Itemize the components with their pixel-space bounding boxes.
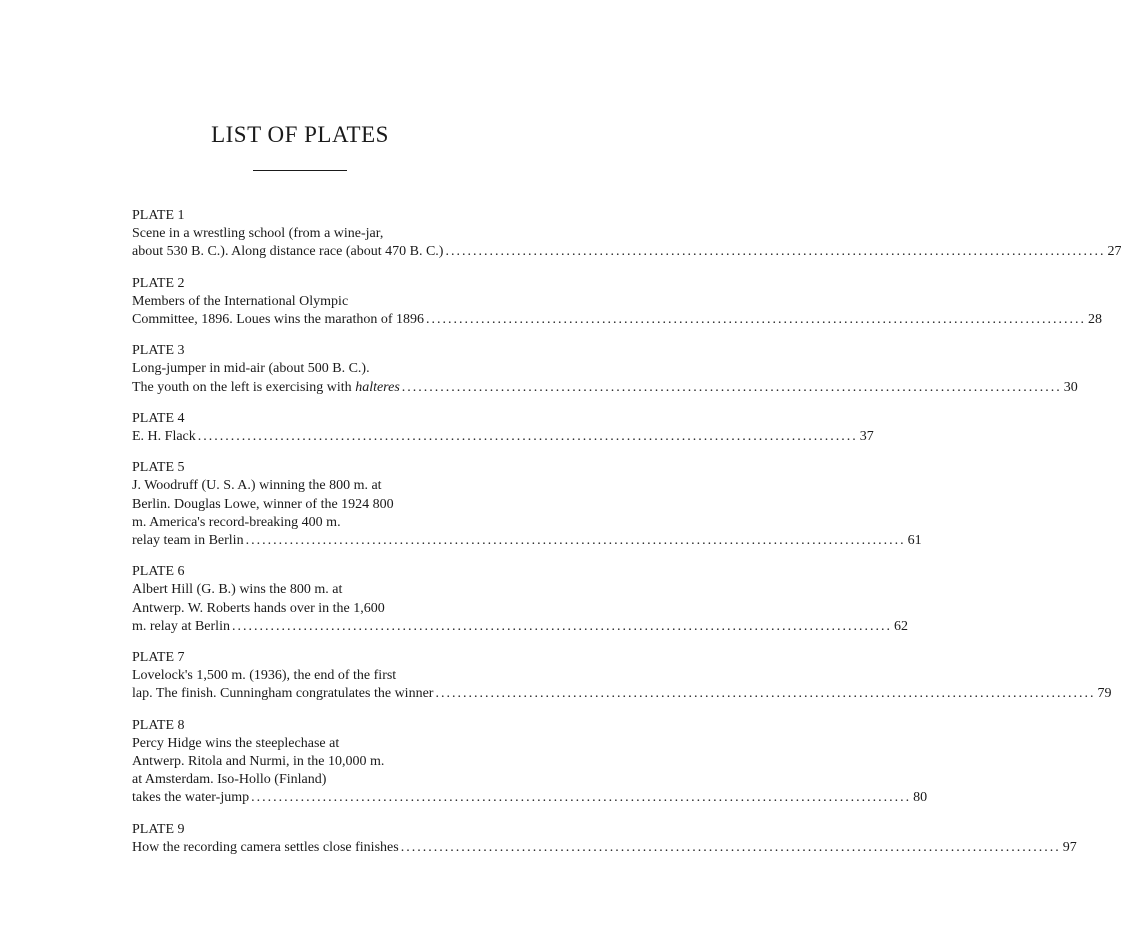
dot-leader: ........................................................................................................................ xyxy=(401,379,1062,395)
dot-leader: ........................................................................................................................ xyxy=(251,790,912,806)
plate-heading: PLATE 2 xyxy=(132,275,185,291)
dot-leader: ........................................................................................................................ xyxy=(197,429,858,445)
page-number: 80 xyxy=(913,790,928,806)
page-number: 30 xyxy=(1063,379,1078,395)
plate-entry xyxy=(132,275,1103,330)
dot-leader: ........................................................................................................................ xyxy=(400,839,1061,855)
plate-caption-line: m. America's record-breaking 400 m. xyxy=(132,514,341,530)
plate-entry xyxy=(132,459,922,550)
page-number: 27 xyxy=(1107,244,1121,260)
page-number: 79 xyxy=(1097,686,1112,702)
plate-heading: PLATE 8 xyxy=(132,717,185,733)
page-number: 62 xyxy=(893,618,908,634)
plate-caption-last-line xyxy=(132,618,908,636)
plate-heading: PLATE 3 xyxy=(132,343,185,359)
italic-term: halteres xyxy=(355,379,400,395)
dot-leader: ........................................................................................................................ xyxy=(245,533,906,549)
plate-heading: PLATE 7 xyxy=(132,650,185,666)
plate-caption-line: Berlin. Douglas Lowe, winner of the 1924 800 xyxy=(132,496,394,512)
page-number: 61 xyxy=(907,533,922,549)
plates-list xyxy=(132,207,1121,870)
plate-entry xyxy=(132,563,908,636)
plate-caption-line: Long-jumper in mid-air (about 500 B. C.). xyxy=(132,361,370,377)
plate-entry xyxy=(132,717,928,808)
plate-caption-last-line xyxy=(132,532,922,550)
plate-caption-text: lap. The finish. Cunningham congratulates the winner xyxy=(132,686,434,702)
plate-entry xyxy=(132,207,1121,262)
plate-caption-text: about 530 B. C.). Along distance race (about 470 B. C.) xyxy=(132,244,444,260)
plate-caption-text: E. H. Flack xyxy=(132,429,196,445)
plate-caption-last-line xyxy=(132,311,1103,329)
plate-caption-last-line xyxy=(132,243,1121,261)
plate-heading: PLATE 5 xyxy=(132,460,185,476)
plate-heading: PLATE 9 xyxy=(132,821,185,837)
plate-caption-last-line xyxy=(132,379,1078,397)
plate-caption-text: The youth on the left is exercising with halteres xyxy=(132,379,400,395)
dot-leader: ........................................................................................................................ xyxy=(426,312,1087,328)
plate-caption-text: How the recording camera settles close finishes xyxy=(132,839,399,855)
plate-entry xyxy=(132,342,1078,397)
plate-heading: PLATE 6 xyxy=(132,564,185,580)
plate-caption-line: Antwerp. W. Roberts hands over in the 1,600 xyxy=(132,600,385,616)
page-title: LIST OF PLATES xyxy=(211,122,389,147)
plate-caption-last-line xyxy=(132,685,1112,703)
plate-caption-line: Percy Hidge wins the steeplechase at xyxy=(132,735,340,751)
plate-caption-line: Lovelock's 1,500 m. (1936), the end of the first xyxy=(132,668,397,684)
plate-heading: PLATE 1 xyxy=(132,208,185,223)
plate-caption-line: Members of the International Olympic xyxy=(132,293,349,309)
plate-entry xyxy=(132,649,1112,704)
page-number: 97 xyxy=(1062,839,1077,855)
plate-caption-last-line xyxy=(132,789,928,807)
dot-leader: ........................................................................................................................ xyxy=(445,244,1106,260)
plate-caption-text: m. relay at Berlin xyxy=(132,618,230,634)
page-number: 28 xyxy=(1088,312,1103,328)
dot-leader: ........................................................................................................................ xyxy=(231,618,892,634)
plate-caption-text: takes the water-jump xyxy=(132,790,250,806)
dot-leader: ........................................................................................................................ xyxy=(435,686,1096,702)
plate-heading: PLATE 4 xyxy=(132,410,185,426)
plate-caption-last-line xyxy=(132,428,874,446)
plate-entry xyxy=(132,821,1077,857)
plate-entry xyxy=(132,410,874,446)
plate-caption-line: J. Woodruff (U. S. A.) winning the 800 m. at xyxy=(132,478,382,494)
plate-caption-line: Scene in a wrestling school (from a wine-jar, xyxy=(132,226,384,242)
plate-caption-line: Antwerp. Ritola and Nurmi, in the 10,000 m. xyxy=(132,754,385,770)
plate-caption-line: at Amsterdam. Iso-Hollo (Finland) xyxy=(132,772,327,788)
title-rule xyxy=(253,170,347,171)
plate-caption-last-line xyxy=(132,839,1077,857)
plate-caption-line: Albert Hill (G. B.) wins the 800 m. at xyxy=(132,582,343,598)
plate-caption-text: relay team in Berlin xyxy=(132,533,244,549)
plate-caption-text: Committee, 1896. Loues wins the marathon of 1896 xyxy=(132,312,425,328)
page-number: 37 xyxy=(859,429,874,445)
